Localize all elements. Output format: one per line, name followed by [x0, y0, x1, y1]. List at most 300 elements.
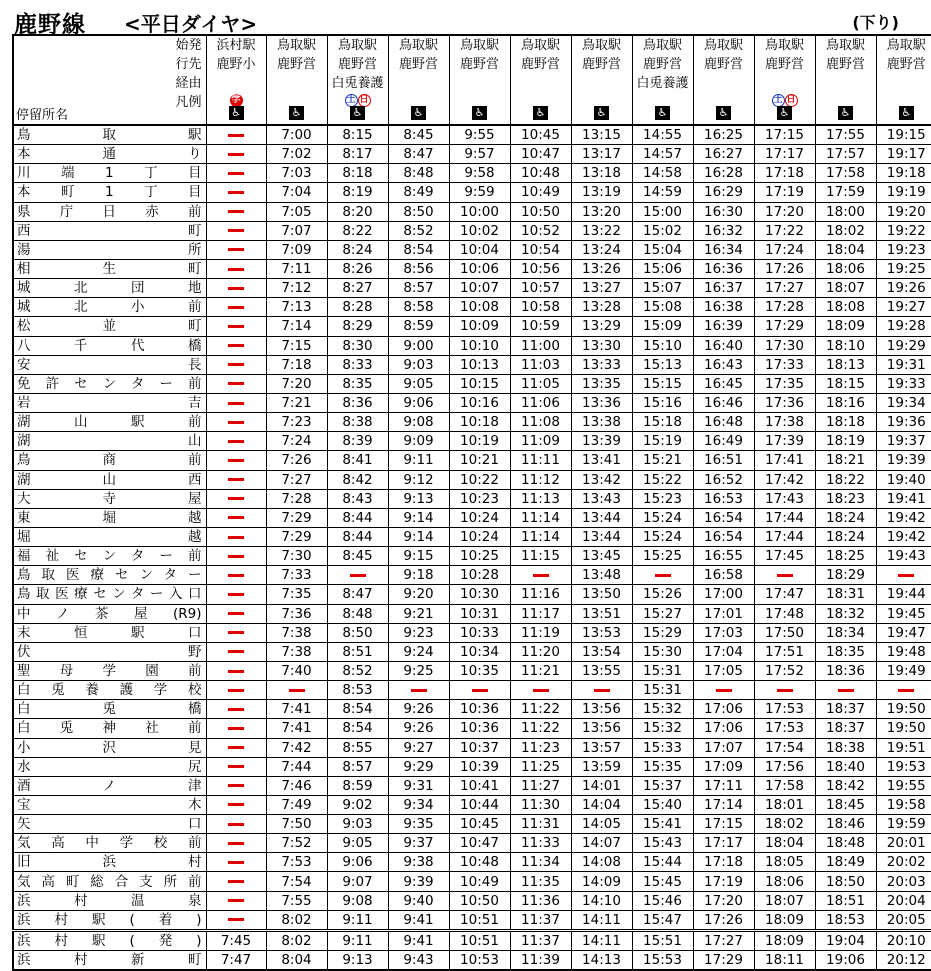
no-stop-dash — [228, 287, 244, 290]
no-stop-dash — [228, 459, 244, 462]
departure-time: 13:56 — [571, 700, 632, 719]
departure-time: 10:47 — [449, 834, 510, 853]
departure-time: 16:32 — [693, 221, 754, 240]
no-stop-cell — [754, 566, 815, 585]
departure-time: 16:49 — [693, 432, 754, 451]
departure-time: 8:49 — [388, 183, 449, 202]
departure-time: 17:15 — [754, 125, 815, 145]
departure-time: 18:09 — [815, 317, 876, 336]
trip-header-cell — [876, 35, 931, 125]
departure-time: 20:05 — [876, 910, 931, 930]
stop-row — [13, 566, 931, 585]
no-stop-cell — [754, 681, 815, 700]
stop-name: 浜村新町 — [13, 951, 206, 971]
departure-time: 17:55 — [815, 125, 876, 145]
departure-time: 18:24 — [815, 508, 876, 527]
trip-header-cell — [815, 35, 876, 125]
trip-origin: 鳥取駅 — [267, 36, 327, 55]
trip-origin: 鳥取駅 — [450, 36, 510, 55]
trip-icons — [572, 103, 632, 122]
departure-time: 17:07 — [693, 738, 754, 757]
stop-row — [13, 355, 931, 374]
trip-via — [572, 74, 632, 93]
wheelchair-accessible-icon: ♿ — [716, 106, 731, 120]
trip-origin: 鳥取駅 — [511, 36, 571, 55]
departure-time: 16:53 — [693, 489, 754, 508]
departure-time: 11:30 — [510, 795, 571, 814]
departure-time: 19:42 — [876, 527, 931, 546]
departure-time: 7:24 — [266, 432, 327, 451]
departure-time: 19:06 — [815, 951, 876, 971]
departure-time: 17:05 — [693, 661, 754, 680]
trip-header-cell — [632, 35, 693, 125]
departure-time: 7:29 — [266, 527, 327, 546]
departure-time: 11:31 — [510, 815, 571, 834]
departure-time: 9:39 — [388, 872, 449, 891]
departure-time: 8:55 — [327, 738, 388, 757]
departure-time: 8:29 — [327, 317, 388, 336]
departure-time: 7:09 — [266, 240, 327, 259]
departure-time: 9:08 — [388, 413, 449, 432]
no-stop-cell — [815, 681, 876, 700]
no-stop-cell — [449, 681, 510, 700]
departure-time: 17:01 — [693, 604, 754, 623]
departure-time: 17:30 — [754, 336, 815, 355]
departure-time: 13:15 — [571, 125, 632, 145]
departure-time: 20:12 — [876, 951, 931, 971]
departure-time: 19:33 — [876, 374, 931, 393]
departure-time: 13:22 — [571, 221, 632, 240]
departure-time: 18:02 — [815, 221, 876, 240]
departure-time: 11:17 — [510, 604, 571, 623]
no-stop-dash — [228, 229, 244, 232]
stop-row — [13, 776, 931, 795]
departure-time: 10:58 — [510, 298, 571, 317]
departure-time: 17:00 — [693, 585, 754, 604]
departure-time: 17:24 — [754, 240, 815, 259]
no-stop-cell — [206, 566, 266, 585]
departure-time: 15:23 — [632, 489, 693, 508]
stop-name: 福祉センター前 — [13, 547, 206, 566]
trip-header-cell — [266, 35, 327, 125]
departure-time: 8:50 — [327, 623, 388, 642]
departure-time: 9:26 — [388, 719, 449, 738]
departure-time: 7:41 — [266, 719, 327, 738]
trip-header — [816, 36, 876, 124]
departure-time: 8:35 — [327, 374, 388, 393]
departure-time: 10:34 — [449, 642, 510, 661]
departure-time: 13:33 — [571, 355, 632, 374]
no-stop-cell — [206, 432, 266, 451]
no-stop-dash — [228, 153, 244, 156]
departure-time: 7:35 — [266, 585, 327, 604]
departure-time: 17:15 — [693, 815, 754, 834]
departure-time: 10:54 — [510, 240, 571, 259]
departure-time: 18:11 — [754, 951, 815, 971]
no-stop-cell — [266, 681, 327, 700]
departure-time: 9:02 — [327, 795, 388, 814]
stop-name: 鳥取医療センター — [13, 566, 206, 585]
no-stop-dash — [350, 574, 366, 577]
departure-time: 18:40 — [815, 757, 876, 776]
departure-time: 19:53 — [876, 757, 931, 776]
departure-time: 19:49 — [876, 661, 931, 680]
stop-row — [13, 374, 931, 393]
stop-name: 末恒駅口 — [13, 623, 206, 642]
departure-time: 9:25 — [388, 661, 449, 680]
departure-time: 10:36 — [449, 700, 510, 719]
departure-time: 15:31 — [632, 681, 693, 700]
departure-time: 10:04 — [449, 240, 510, 259]
departure-time: 14:11 — [571, 910, 632, 930]
departure-time: 17:58 — [815, 164, 876, 183]
trip-via — [389, 74, 449, 93]
departure-time: 15:32 — [632, 719, 693, 738]
departure-time: 17:50 — [754, 623, 815, 642]
departure-time: 9:11 — [327, 930, 388, 950]
no-stop-cell — [206, 164, 266, 183]
saturday-mark-icon: 土 — [772, 94, 785, 107]
departure-time: 18:19 — [815, 432, 876, 451]
stop-row — [13, 681, 931, 700]
departure-time: 9:13 — [327, 951, 388, 971]
departure-time: 9:59 — [449, 183, 510, 202]
stop-row — [13, 221, 931, 240]
departure-time: 18:38 — [815, 738, 876, 757]
no-stop-dash — [228, 574, 244, 577]
departure-time: 7:14 — [266, 317, 327, 336]
stop-name: 白兎神社前 — [13, 719, 206, 738]
departure-time: 18:07 — [815, 279, 876, 298]
stop-row — [13, 930, 931, 950]
departure-time: 10:47 — [510, 145, 571, 164]
departure-time: 8:54 — [327, 719, 388, 738]
departure-time: 17:27 — [693, 930, 754, 950]
departure-time: 15:40 — [632, 795, 693, 814]
no-stop-dash — [228, 746, 244, 749]
stop-row — [13, 125, 931, 145]
departure-time: 8:04 — [266, 951, 327, 971]
departure-time: 19:23 — [876, 240, 931, 259]
departure-time: 9:05 — [388, 374, 449, 393]
departure-time: 7:36 — [266, 604, 327, 623]
departure-time: 10:41 — [449, 776, 510, 795]
header-label-line: 凡例 — [175, 93, 201, 112]
departure-time: 9:14 — [388, 508, 449, 527]
departure-time: 7:42 — [266, 738, 327, 757]
departure-time: 8:38 — [327, 413, 388, 432]
departure-time: 16:54 — [693, 527, 754, 546]
departure-time: 18:46 — [815, 815, 876, 834]
departure-time: 11:08 — [510, 413, 571, 432]
departure-time: 17:42 — [754, 470, 815, 489]
departure-time: 11:20 — [510, 642, 571, 661]
no-stop-dash — [228, 172, 244, 175]
no-stop-dash — [228, 823, 244, 826]
departure-time: 10:39 — [449, 757, 510, 776]
stop-name: 浜村駅(着) — [13, 910, 206, 930]
departure-time: 7:05 — [266, 202, 327, 221]
departure-time: 11:13 — [510, 489, 571, 508]
departure-time: 10:45 — [510, 125, 571, 145]
no-stop-dash — [228, 689, 244, 692]
departure-time: 17:44 — [754, 508, 815, 527]
stop-row — [13, 298, 931, 317]
departure-time: 10:51 — [449, 930, 510, 950]
stop-name: 白兎橋 — [13, 700, 206, 719]
departure-time: 17:47 — [754, 585, 815, 604]
departure-time: 11:33 — [510, 834, 571, 853]
departure-time: 8:51 — [327, 642, 388, 661]
departure-time: 10:49 — [510, 183, 571, 202]
stop-name: 湖山西 — [13, 470, 206, 489]
departure-time: 17:26 — [754, 259, 815, 278]
departure-time: 13:42 — [571, 470, 632, 489]
departure-time: 8:41 — [327, 451, 388, 470]
departure-time: 17:45 — [754, 547, 815, 566]
departure-time: 10:49 — [449, 872, 510, 891]
stop-name: 大寺屋 — [13, 489, 206, 508]
departure-time: 7:46 — [266, 776, 327, 795]
trip-destination: 鹿野営 — [450, 55, 510, 74]
departure-time: 10:57 — [510, 279, 571, 298]
trip-icons — [877, 103, 931, 122]
departure-time: 8:48 — [327, 604, 388, 623]
departure-time: 18:34 — [815, 623, 876, 642]
departure-time: 15:37 — [632, 776, 693, 795]
no-stop-cell — [206, 125, 266, 145]
departure-time: 18:04 — [754, 834, 815, 853]
departure-time: 10:22 — [449, 470, 510, 489]
departure-time: 10:23 — [449, 489, 510, 508]
stop-name: 鳥商前 — [13, 451, 206, 470]
departure-time: 7:11 — [266, 259, 327, 278]
departure-time: 15:09 — [632, 317, 693, 336]
no-stop-cell — [510, 681, 571, 700]
departure-time: 8:28 — [327, 298, 388, 317]
header-label-line: 経由 — [175, 74, 201, 93]
departure-time: 7:45 — [206, 930, 266, 950]
trip-icons — [207, 103, 266, 122]
departure-time: 10:35 — [449, 661, 510, 680]
departure-time: 8:39 — [327, 432, 388, 451]
departure-time: 16:30 — [693, 202, 754, 221]
stop-row — [13, 413, 931, 432]
departure-time: 11:19 — [510, 623, 571, 642]
no-stop-dash — [228, 765, 244, 768]
stop-row — [13, 891, 931, 910]
holiday-mark-icon: 日 — [785, 94, 798, 107]
departure-time: 16:37 — [693, 279, 754, 298]
departure-time: 10:21 — [449, 451, 510, 470]
departure-time: 15:32 — [632, 700, 693, 719]
departure-time: 7:49 — [266, 795, 327, 814]
departure-time: 13:44 — [571, 508, 632, 527]
no-stop-cell — [206, 183, 266, 202]
departure-time: 18:48 — [815, 834, 876, 853]
departure-time: 17:39 — [754, 432, 815, 451]
departure-time: 16:48 — [693, 413, 754, 432]
trip-header — [450, 36, 510, 124]
departure-time: 13:19 — [571, 183, 632, 202]
departure-time: 11:03 — [510, 355, 571, 374]
departure-time: 17:04 — [693, 642, 754, 661]
departure-time: 13:48 — [571, 566, 632, 585]
stop-row — [13, 145, 931, 164]
departure-time: 17:53 — [754, 700, 815, 719]
header-label-line: 始発 — [175, 36, 201, 55]
stop-row — [13, 336, 931, 355]
departure-time: 9:00 — [388, 336, 449, 355]
departure-time: 15:06 — [632, 259, 693, 278]
trip-icons — [633, 103, 693, 122]
no-stop-dash — [777, 689, 793, 692]
no-stop-dash — [228, 670, 244, 673]
departure-time: 17:59 — [815, 183, 876, 202]
trip-icons — [511, 103, 571, 122]
departure-time: 17:20 — [754, 202, 815, 221]
departure-time: 11:36 — [510, 891, 571, 910]
no-stop-dash — [898, 689, 914, 692]
stop-row — [13, 164, 931, 183]
departure-time: 15:07 — [632, 279, 693, 298]
school-day-mark-icon: 学 — [230, 94, 243, 107]
departure-time: 10:31 — [449, 604, 510, 623]
trip-header — [877, 36, 931, 124]
stop-name: 気高町総合支所前 — [13, 872, 206, 891]
departure-time: 9:31 — [388, 776, 449, 795]
departure-time: 11:11 — [510, 451, 571, 470]
departure-time: 15:53 — [632, 951, 693, 971]
departure-time: 9:35 — [388, 815, 449, 834]
departure-time: 9:14 — [388, 527, 449, 546]
no-stop-dash — [594, 689, 610, 692]
departure-time: 17:35 — [754, 374, 815, 393]
stop-name: 松並町 — [13, 317, 206, 336]
departure-time: 14:55 — [632, 125, 693, 145]
departure-time: 17:17 — [693, 834, 754, 853]
departure-time: 15:04 — [632, 240, 693, 259]
departure-time: 14:13 — [571, 951, 632, 971]
stop-row — [13, 202, 931, 221]
departure-time: 18:09 — [754, 910, 815, 930]
stop-name: 本通り — [13, 145, 206, 164]
departure-time: 19:20 — [876, 202, 931, 221]
no-stop-cell — [206, 508, 266, 527]
departure-time: 13:43 — [571, 489, 632, 508]
departure-time: 13:51 — [571, 604, 632, 623]
departure-time: 8:18 — [327, 164, 388, 183]
departure-time: 9:11 — [327, 910, 388, 930]
stop-name: 白兎養護学校 — [13, 681, 206, 700]
departure-time: 9:38 — [388, 853, 449, 872]
stop-name: 岩吉 — [13, 393, 206, 412]
departure-time: 20:01 — [876, 834, 931, 853]
departure-time: 13:28 — [571, 298, 632, 317]
departure-time: 10:09 — [449, 317, 510, 336]
stop-row — [13, 527, 931, 546]
departure-time: 13:35 — [571, 374, 632, 393]
departure-time: 8:45 — [327, 547, 388, 566]
departure-time: 8:42 — [327, 470, 388, 489]
departure-time: 19:25 — [876, 259, 931, 278]
departure-time: 11:16 — [510, 585, 571, 604]
departure-time: 17:18 — [693, 853, 754, 872]
departure-time: 10:50 — [510, 202, 571, 221]
departure-time: 15:29 — [632, 623, 693, 642]
departure-time: 17:29 — [754, 317, 815, 336]
stop-name: 浜村温泉 — [13, 891, 206, 910]
holiday-mark-icon: 日 — [358, 94, 371, 107]
no-stop-dash — [228, 402, 244, 405]
no-stop-cell — [206, 795, 266, 814]
departure-time: 13:20 — [571, 202, 632, 221]
departure-time: 10:56 — [510, 259, 571, 278]
wheelchair-accessible-icon: ♿ — [472, 106, 487, 120]
departure-time: 9:12 — [388, 470, 449, 489]
no-stop-dash — [411, 689, 427, 692]
stop-row — [13, 508, 931, 527]
departure-time: 14:01 — [571, 776, 632, 795]
trip-via — [694, 74, 754, 93]
departure-time: 7:00 — [266, 125, 327, 145]
no-stop-cell — [206, 298, 266, 317]
wheelchair-accessible-icon: ♿ — [289, 106, 304, 120]
departure-time: 19:15 — [876, 125, 931, 145]
no-stop-dash — [472, 689, 488, 692]
departure-time: 18:42 — [815, 776, 876, 795]
departure-time: 9:20 — [388, 585, 449, 604]
departure-time: 16:54 — [693, 508, 754, 527]
departure-time: 8:19 — [327, 183, 388, 202]
trip-origin: 鳥取駅 — [816, 36, 876, 55]
no-stop-cell — [206, 202, 266, 221]
departure-time: 9:07 — [327, 872, 388, 891]
no-stop-cell — [206, 661, 266, 680]
no-stop-dash — [228, 363, 244, 366]
departure-time: 11:21 — [510, 661, 571, 680]
departure-time: 18:45 — [815, 795, 876, 814]
departure-time: 7:29 — [266, 508, 327, 527]
departure-time: 18:51 — [815, 891, 876, 910]
departure-time: 19:27 — [876, 298, 931, 317]
trip-header — [694, 36, 754, 124]
no-stop-dash — [228, 880, 244, 883]
trip-via: 白兎養護 — [633, 74, 693, 93]
trip-icons — [450, 103, 510, 122]
departure-time: 18:37 — [815, 700, 876, 719]
stop-row — [13, 700, 931, 719]
departure-time: 19:26 — [876, 279, 931, 298]
departure-time: 11:05 — [510, 374, 571, 393]
trip-header-cell — [510, 35, 571, 125]
no-stop-cell — [206, 872, 266, 891]
no-stop-dash — [228, 497, 244, 500]
stop-name: 伏野 — [13, 642, 206, 661]
no-stop-cell — [206, 738, 266, 757]
wheelchair-accessible-icon: ♿ — [411, 106, 426, 120]
departure-time: 9:08 — [327, 891, 388, 910]
departure-time: 8:02 — [266, 930, 327, 950]
departure-time: 15:22 — [632, 470, 693, 489]
departure-time: 7:27 — [266, 470, 327, 489]
no-stop-dash — [228, 784, 244, 787]
no-stop-cell — [206, 910, 266, 930]
departure-time: 10:13 — [449, 355, 510, 374]
departure-time: 10:37 — [449, 738, 510, 757]
trip-via — [207, 74, 266, 93]
departure-time: 18:04 — [815, 240, 876, 259]
